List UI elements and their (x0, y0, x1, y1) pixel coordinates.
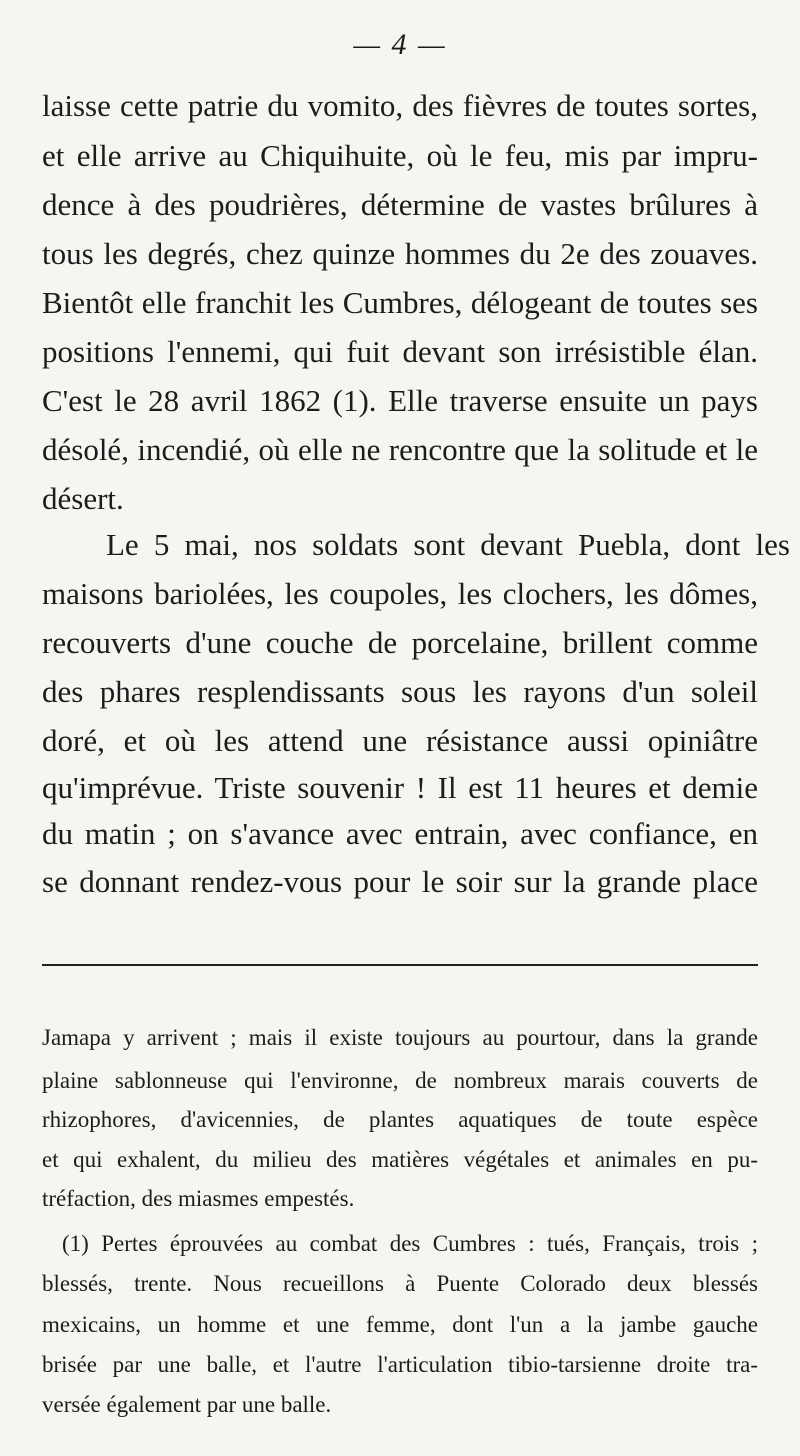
text-line: Le 5 mai, nos soldats sont devant Puebla, dont les (106, 527, 790, 562)
text-line: laisse cette patrie du vomito, des fièvres de toutes sortes, (42, 88, 758, 123)
footnote-line: rhizophores, d'avicennies, de plantes aquatiques de toute espèce (42, 1107, 758, 1132)
text-line: désert. (42, 481, 124, 516)
footnote-separator (42, 964, 758, 966)
text-line: maisons bariolées, les coupoles, les clochers, les dômes, (42, 576, 758, 611)
text-line: qu'imprévue. Triste souvenir ! Il est 11 heures et demie (42, 770, 758, 805)
text-line: tous les degrés, chez quinze hommes du 2e des zouaves. (42, 236, 758, 271)
text-line: et elle arrive au Chiquihuite, où le feu, mis par impru- (42, 138, 758, 173)
footnote-line: et qui exhalent, du milieu des matières végétales et animales en pu- (42, 1147, 758, 1172)
footnote-line: mexicains, un homme et une femme, dont l'un a la jambe gauche (42, 1312, 758, 1337)
text-line: du matin ; on s'avance avec entrain, avec confiance, en (42, 816, 758, 851)
page-number: — 4 — (353, 28, 447, 61)
text-line: Bientôt elle franchit les Cumbres, délogeant de toutes ses (42, 285, 758, 320)
text-line: des phares resplendissants sous les rayons d'un soleil (42, 674, 758, 709)
text-line: désolé, incendié, où elle ne rencontre que la solitude et le (42, 432, 758, 467)
footnote-line: plaine sablonneuse qui l'environne, de nombreux marais couverts de (42, 1068, 758, 1093)
text-line: recouverts d'une couche de porcelaine, brillent comme (42, 625, 758, 660)
footnote-line: versée également par une balle. (42, 1392, 332, 1417)
text-line: positions l'ennemi, qui fuit devant son irrésistible élan. (42, 334, 758, 369)
footnote-line: tréfaction, des miasmes empestés. (42, 1186, 355, 1211)
footnote-line: blessés, trente. Nous recueillons à Puente Colorado deux blessés (42, 1271, 758, 1296)
footnote-line: Jamapa y arrivent ; mais il existe toujours au pourtour, dans la grande (42, 1025, 758, 1050)
text-line: doré, et où les attend une résistance aussi opiniâtre (42, 723, 758, 758)
footnote-line: (1) Pertes éprouvées au combat des Cumbres : tués, Français, trois ; (62, 1231, 758, 1256)
text-line: C'est le 28 avril 1862 (1). Elle traverse ensuite un pays (42, 383, 758, 418)
footnote-line: brisée par une balle, et l'autre l'articulation tibio-tarsienne droite tra- (42, 1352, 758, 1377)
text-line: dence à des poudrières, détermine de vastes brûlures à (42, 187, 758, 222)
text-line: se donnant rendez-vous pour le soir sur la grande place (42, 864, 758, 899)
